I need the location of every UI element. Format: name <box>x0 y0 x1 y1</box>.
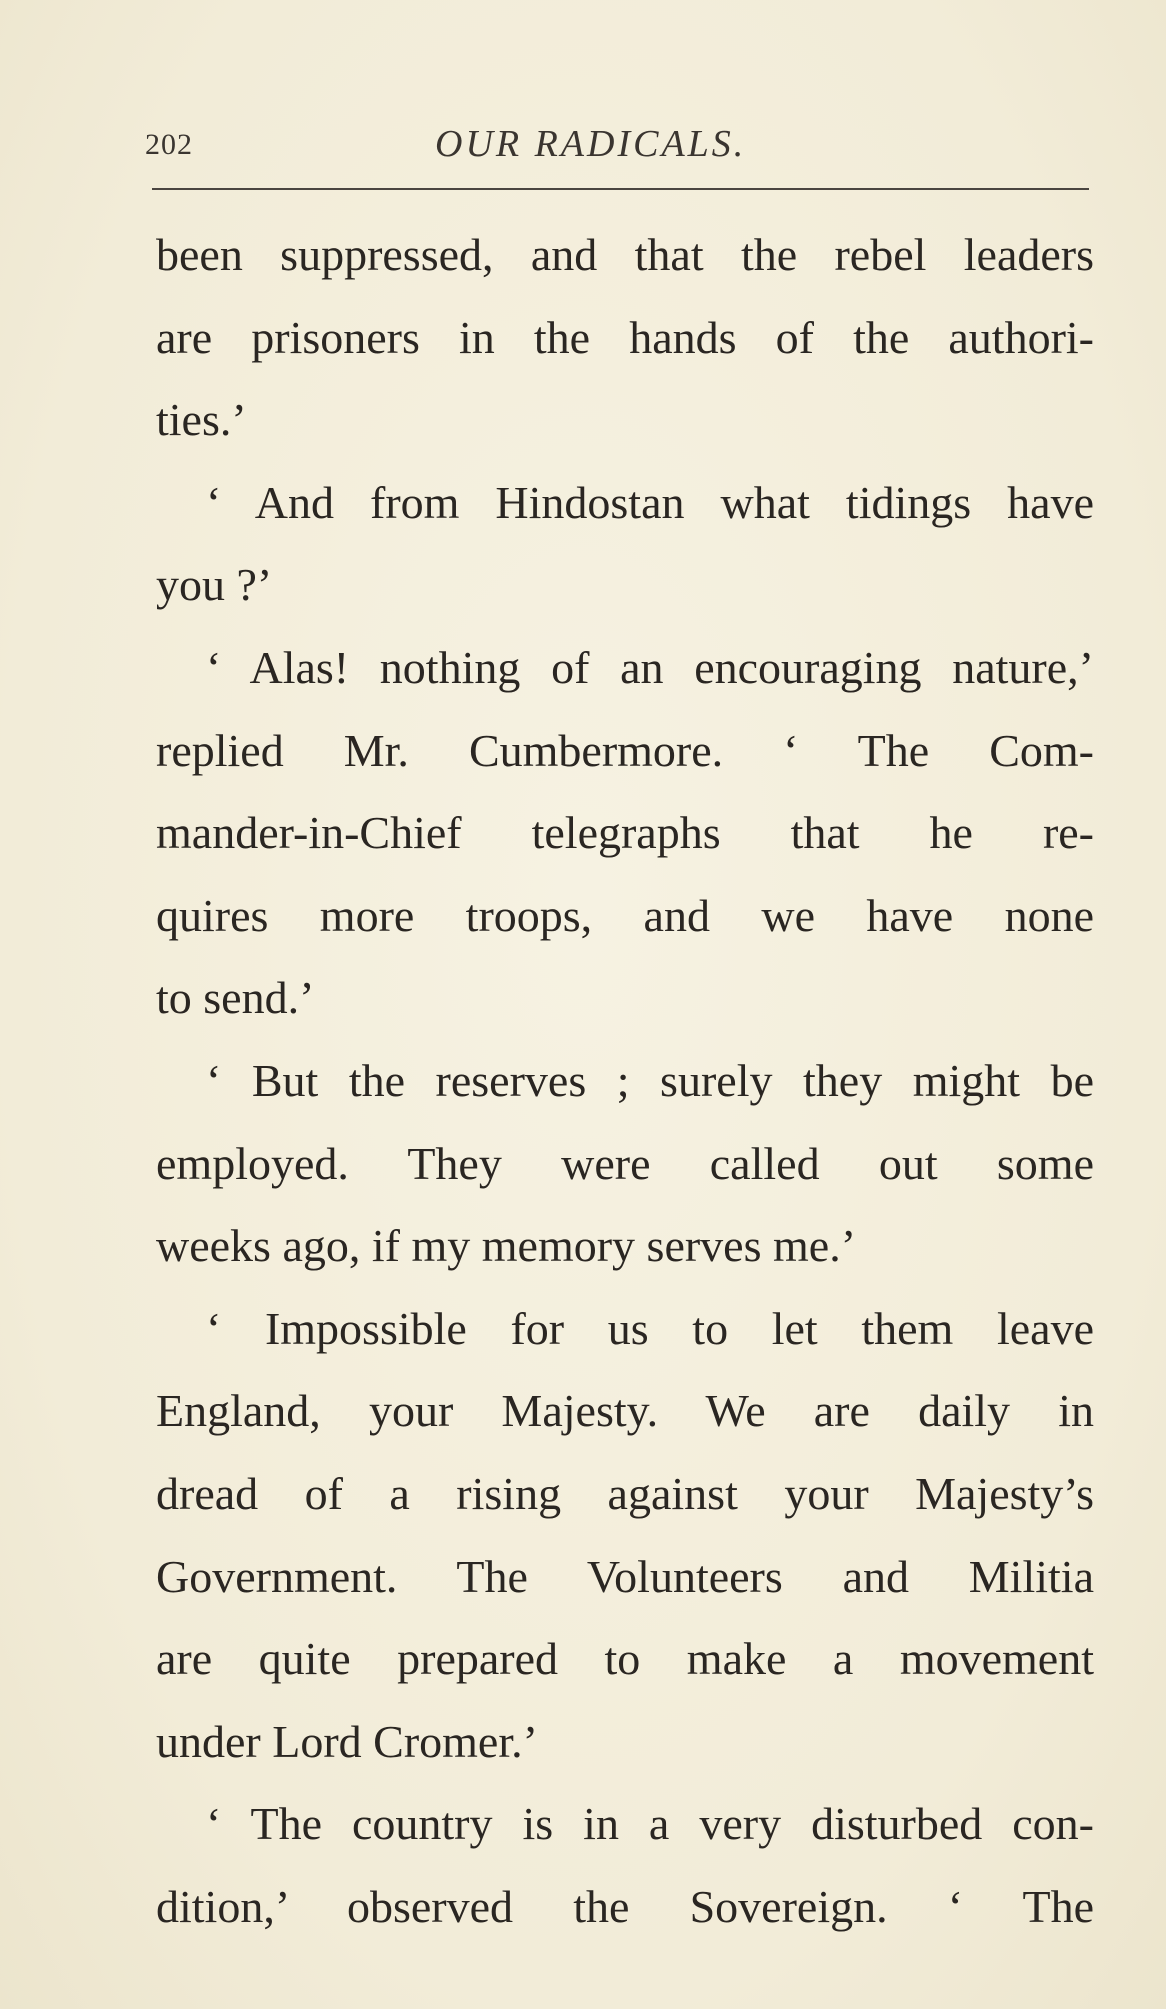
text-line: Government. The Volunteers and Militia <box>156 1550 1094 1602</box>
running-head: OUR RADICALS. <box>435 123 747 165</box>
text-line: ‘ The country is in a very disturbed con- <box>206 1798 1094 1850</box>
text-line: under Lord Cromer.’ <box>156 1715 538 1767</box>
text-line: ‘ Alas! nothing of an encouraging nature,’ <box>206 641 1094 693</box>
text-line: are quite prepared to make a movement <box>156 1633 1094 1685</box>
text-line: ‘ Impossible for us to let them leave <box>206 1302 1094 1354</box>
page-number: 202 <box>145 128 193 161</box>
text-line: to send.’ <box>156 972 315 1024</box>
text-line: mander-in-Chief telegraphs that he re- <box>156 807 1094 859</box>
header-rule <box>152 188 1089 190</box>
text-line: weeks ago, if my memory serves me.’ <box>156 1220 857 1272</box>
text-line: quires more troops, and we have none <box>156 889 1094 941</box>
text-line: England, your Majesty. We are daily in <box>156 1385 1094 1437</box>
text-line: ‘ And from Hindostan what tidings have <box>206 476 1094 528</box>
text-line: dition,’ observed the Sovereign. ‘ The <box>156 1880 1094 1932</box>
text-line: ‘ But the reserves ; surely they might be <box>206 1054 1094 1106</box>
text-line: dread of a rising against your Majesty’s <box>156 1467 1094 1519</box>
text-line: employed. They were called out some <box>156 1137 1094 1189</box>
page-header <box>145 122 1085 172</box>
text-line: you ?’ <box>156 559 273 611</box>
body-text <box>156 214 1094 1948</box>
text-line: been suppressed, and that the rebel leaders <box>156 229 1094 280</box>
text-line: are prisoners in the hands of the authori- <box>156 311 1094 363</box>
text-line: replied Mr. Cumbermore. ‘ The Com- <box>156 724 1094 776</box>
text-line: ties.’ <box>156 394 247 446</box>
